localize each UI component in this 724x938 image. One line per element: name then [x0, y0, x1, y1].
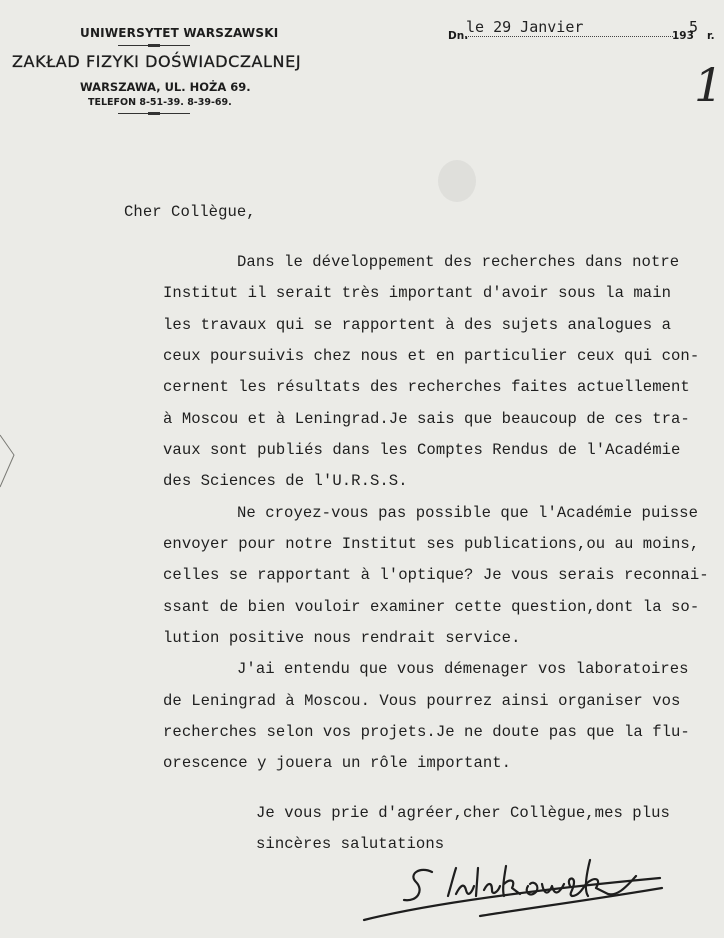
body-line: vaux sont publiés dans les Comptes Rendus de l'Académie [163, 441, 681, 459]
body-line: Dans le développement des recherches dans notre [237, 253, 680, 271]
salutation: Cher Collègue, [124, 203, 256, 221]
body-line: ceux poursuivis chez nous et en particulier ceux qui con- [163, 347, 700, 365]
letterhead-phone: TELEFON 8-51-39. 8-39-69. [88, 97, 232, 108]
body-line: J'ai entendu que vous démenager vos laboratoires [237, 660, 689, 678]
letter-date: le 29 Janvier [466, 18, 584, 36]
paper-edge-tear [0, 395, 18, 495]
body-line: à Moscou et à Leningrad.Je sais que beaucoup de ces tra- [163, 410, 690, 428]
body-line: cernent les résultats des recherches faites actuellement [163, 378, 690, 396]
closing-line: sincères salutations [256, 835, 445, 853]
letterhead-divider [118, 45, 190, 46]
body-line: Institut il serait très important d'avoir sous la main [163, 284, 672, 302]
body-line: de Leningrad à Moscou. Vous pourrez ainsi organiser vos [163, 692, 681, 710]
paper-smudge [438, 160, 476, 202]
letterhead-department: ZAKŁAD FIZYKI DOŚWIADCZALNEJ [12, 52, 302, 71]
body-line: des Sciences de l'U.R.S.S. [163, 472, 408, 490]
date-prefix: Dn. [448, 30, 469, 42]
body-line: orescence y jouera un rôle important. [163, 754, 512, 772]
year-prefix: 193 [672, 30, 694, 42]
date-suffix: r. [707, 30, 715, 42]
date-underline [465, 36, 673, 37]
letterhead-university: UNIWERSYTET WARSZAWSKI [80, 26, 279, 40]
body-line: lution positive nous rendrait service. [163, 629, 521, 647]
body-line: les travaux qui se rapportent à des sujets analogues a [163, 316, 672, 334]
year-digit: 5 [689, 18, 699, 36]
body-line: celles se rapportant à l'optique? Je vous serais reconnai- [163, 566, 709, 584]
body-line: recherches selon vos projets.Je ne doute pas que la flu- [163, 723, 690, 741]
body-line: envoyer pour notre Institut ses publications,ou au moins, [163, 535, 700, 553]
closing-line: Je vous prie d'agréer,cher Collègue,mes plus [256, 804, 670, 822]
page-number: 1 [694, 58, 724, 112]
handwritten-signature [360, 846, 670, 926]
body-line: ssant de bien vouloir examiner cette question,dont la so- [163, 598, 700, 616]
letterhead-divider-bottom [118, 113, 190, 114]
body-line: Ne croyez-vous pas possible que l'Académie puisse [237, 504, 698, 522]
letterhead-address: WARSZAWA, UL. HOŻA 69. [80, 80, 251, 94]
